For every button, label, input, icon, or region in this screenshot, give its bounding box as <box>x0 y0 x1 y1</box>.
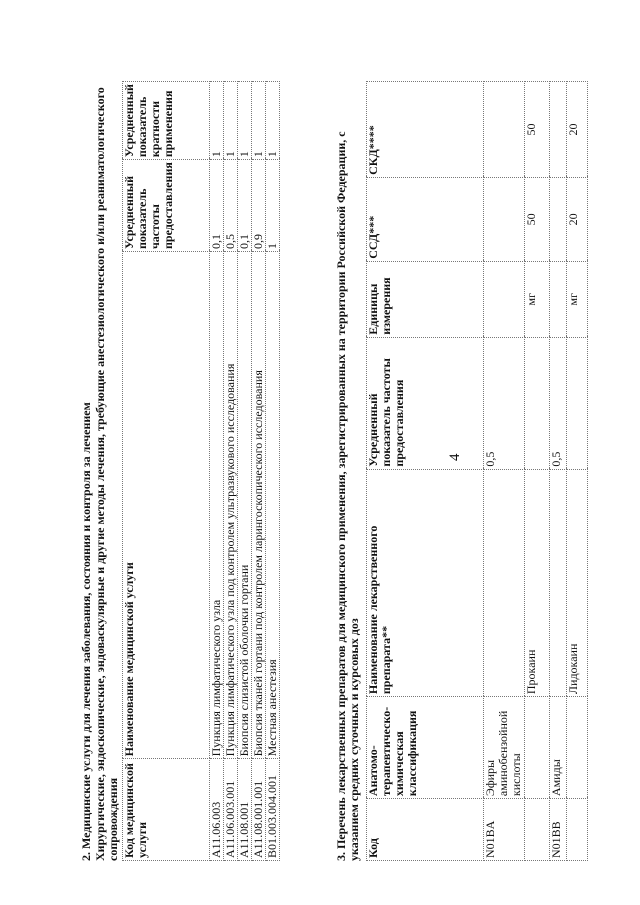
header-service-name: Наименование медицинской услуги <box>123 252 210 759</box>
drug-ssd: 20 <box>567 177 588 261</box>
table-row <box>525 82 550 861</box>
header-ssd: ССД*** <box>367 177 484 261</box>
service-name: Местная анестезия <box>266 252 280 759</box>
service-frequency: 1 <box>266 160 280 252</box>
drug-skd <box>550 82 567 178</box>
drug-skd: 50 <box>525 82 550 178</box>
service-multiplicity: 1 <box>266 82 280 160</box>
drugs-header-row <box>367 82 484 861</box>
drug-atc <box>525 697 550 799</box>
table-row <box>224 82 238 861</box>
header-drug-frequency: Усредненный показатель частоты предоставления <box>367 337 484 469</box>
drug-frequency: 0,5 <box>550 337 567 469</box>
service-multiplicity: 1 <box>210 82 224 160</box>
drug-unit: мг <box>525 261 550 337</box>
service-multiplicity: 1 <box>252 82 266 160</box>
service-code: A11.08.001.001 <box>252 759 266 861</box>
drug-unit: мг <box>567 261 588 337</box>
drugs-table <box>366 81 588 861</box>
table-row <box>238 82 252 861</box>
service-multiplicity: 1 <box>224 82 238 160</box>
table-row <box>567 82 588 861</box>
drug-frequency <box>567 337 588 469</box>
section2-subtitle: Хирургические, эндоскопические, эндоваскулярные и другие методы лечения, требующие анестезиологического и/или реаниматологического сопровождения <box>93 87 120 861</box>
drug-atc <box>567 697 588 799</box>
drug-unit <box>550 261 567 337</box>
page-number: 4 <box>447 453 463 461</box>
header-code: Код медицинской услуги <box>123 759 210 861</box>
table-row <box>484 82 525 861</box>
table-row <box>266 82 280 861</box>
drug-atc: Эфиры аминобензойной кислоты <box>484 697 525 799</box>
service-name: Пункция лимфатического узла под контролем ультразвукового исследования <box>224 252 238 759</box>
drug-name <box>484 469 525 697</box>
service-multiplicity: 1 <box>238 82 252 160</box>
service-code: B01.003.004.001 <box>266 759 280 861</box>
service-frequency: 0,9 <box>252 160 266 252</box>
header-frequency: Усредненный показатель частоты предоставления <box>123 160 210 252</box>
services-header-row <box>123 82 210 861</box>
drug-frequency: 0,5 <box>484 337 525 469</box>
drug-code <box>525 799 550 861</box>
header-unit: Единицы измерения <box>367 261 484 337</box>
drug-name: Прокаин <box>525 469 550 697</box>
drug-skd: 20 <box>567 82 588 178</box>
drug-code: N01BB <box>550 799 567 861</box>
drug-ssd <box>550 177 567 261</box>
header-drug-code: Код <box>367 799 484 861</box>
service-code: A11.06.003.001 <box>224 759 238 861</box>
section3-title: 3. Перечень лекарственных препаратов для медицинского применения, зарегистрированных на территории Российской Федерации, с указанием средних суточных и курсовых доз <box>334 131 361 861</box>
service-code: A11.06.003 <box>210 759 224 861</box>
drug-frequency <box>525 337 550 469</box>
header-skd: СКД**** <box>367 82 484 178</box>
table-row <box>210 82 224 861</box>
header-multiplicity: Усредненный показатель кратности применения <box>123 82 210 160</box>
drug-ssd <box>484 177 525 261</box>
header-atc: Анатомо-терапевтическо-химическая классификация <box>367 697 484 799</box>
service-frequency: 0,1 <box>210 160 224 252</box>
drug-code: N01BA <box>484 799 525 861</box>
drug-skd <box>484 82 525 178</box>
section2-title: 2. Медицинские услуги для лечения заболевания, состояния и контроля за лечением <box>79 402 93 861</box>
drug-name <box>550 469 567 697</box>
drug-atc: Амиды <box>550 697 567 799</box>
header-drug-name: Наименование лекарственного препарата** <box>367 469 484 697</box>
service-frequency: 0,5 <box>224 160 238 252</box>
table-row <box>252 82 266 861</box>
drug-ssd: 50 <box>525 177 550 261</box>
service-name: Биопсия тканей гортани под контролем ларингоскопического исследования <box>252 252 266 759</box>
service-code: A11.08.001 <box>238 759 252 861</box>
service-frequency: 0,1 <box>238 160 252 252</box>
service-name: Пункция лимфатического узла <box>210 252 224 759</box>
service-name: Биопсия слизистой оболочки гортани <box>238 252 252 759</box>
drug-name: Лидокаин <box>567 469 588 697</box>
drug-code <box>567 799 588 861</box>
services-table <box>122 81 280 861</box>
drug-unit <box>484 261 525 337</box>
table-row <box>550 82 567 861</box>
